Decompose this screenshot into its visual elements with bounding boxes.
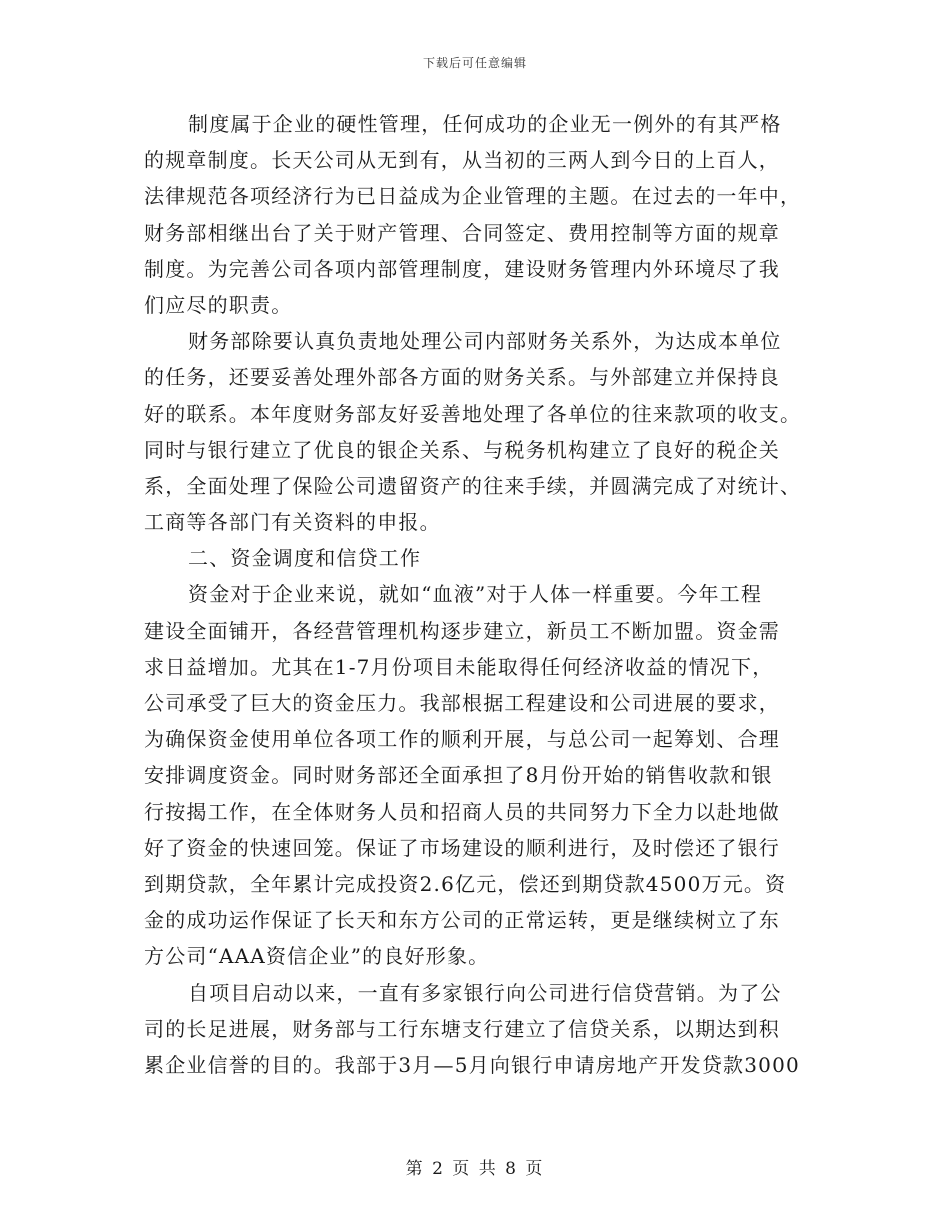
text-line: 自项目启动以来，一直有多家银行向公司进行信贷营销。为了公 <box>188 980 782 1005</box>
text-line: 法律规范各项经济行为已日益成为企业管理的主题。在过去的一年中， <box>144 184 802 209</box>
text-line: 公司承受了巨大的资金压力。我部根据工程建设和公司进展的要求， <box>144 691 780 715</box>
text-line: 方公司“AAA资信企业”的良好形象。 <box>144 944 490 969</box>
text-line: 二、资金调度和信贷工作 <box>188 546 422 571</box>
text-line: 建设全面铺开，各经营管理机构逐步建立，新员工不断加盟。资金需 <box>144 618 780 643</box>
text-line: 资金对于企业来说，就如“血液”对于人体一样重要。今年工程 <box>188 582 763 607</box>
text-line: 系，全面处理了保险公司遗留资产的往来手续，并圆满完成了对统计、 <box>144 473 802 498</box>
text-line: 制度属于企业的硬性管理，任何成功的企业无一例外的有其严格 <box>188 112 782 136</box>
document-body <box>144 106 816 1083</box>
text-line: 同时与银行建立了优良的银企关系、与税务机构建立了良好的税企关 <box>144 437 780 462</box>
text-line: 安排调度资金。同时财务部还全面承担了8月份开始的销售收款和银 <box>144 763 773 788</box>
text-line: 累企业信誉的目的。我部于3月—5月向银行申请房地产开发贷款3000 <box>144 1052 800 1077</box>
text-line: 司的长足进展，财务部与工行东塘支行建立了信贷关系，以期达到积 <box>144 1016 780 1041</box>
text-line: 财务部相继出台了关于财产管理、合同签定、费用控制等方面的规章 <box>144 220 780 245</box>
text-line: 的规章制度。长天公司从无到有，从当初的三两人到今日的上百人， <box>144 148 780 173</box>
text-line: 工商等各部门有关资料的申报。 <box>144 510 441 535</box>
text-line: 的任务，还要妥善处理外部各方面的财务关系。与外部建立并保持良 <box>144 365 780 390</box>
text-line: 求日益增加。尤其在1-7月份项目未能取得任何经济收益的情况下， <box>144 654 774 679</box>
text-line: 好了资金的快速回笼。保证了市场建设的顺利进行，及时偿还了银行 <box>144 835 780 860</box>
text-line: 行按揭工作，在全体财务人员和招商人员的共同努力下全力以赴地做 <box>144 799 780 824</box>
text-line: 为确保资金使用单位各项工作的顺利开展，与总公司一起筹划、合理 <box>144 727 780 752</box>
text-line: 们应尽的职责。 <box>144 292 293 317</box>
text-line: 制度。为完善公司各项内部管理制度，建设财务管理内外环境尽了我 <box>144 256 780 281</box>
page-header: 下载后可任意编辑 <box>422 56 527 70</box>
text-line: 金的成功运作保证了长天和东方公司的正常运转，更是继续树立了东 <box>144 908 780 933</box>
text-line: 财务部除要认真负责地处理公司内部财务关系外，为达成本单位 <box>188 329 782 354</box>
text-line: 好的联系。本年度财务部友好妥善地处理了各单位的往来款项的收支。 <box>144 401 802 426</box>
page-footer: 第 2 页 共 8 页 <box>405 1159 545 1179</box>
text-line: 到期贷款，全年累计完成投资2.6亿元，偿还到期贷款4500万元。资 <box>144 871 787 896</box>
